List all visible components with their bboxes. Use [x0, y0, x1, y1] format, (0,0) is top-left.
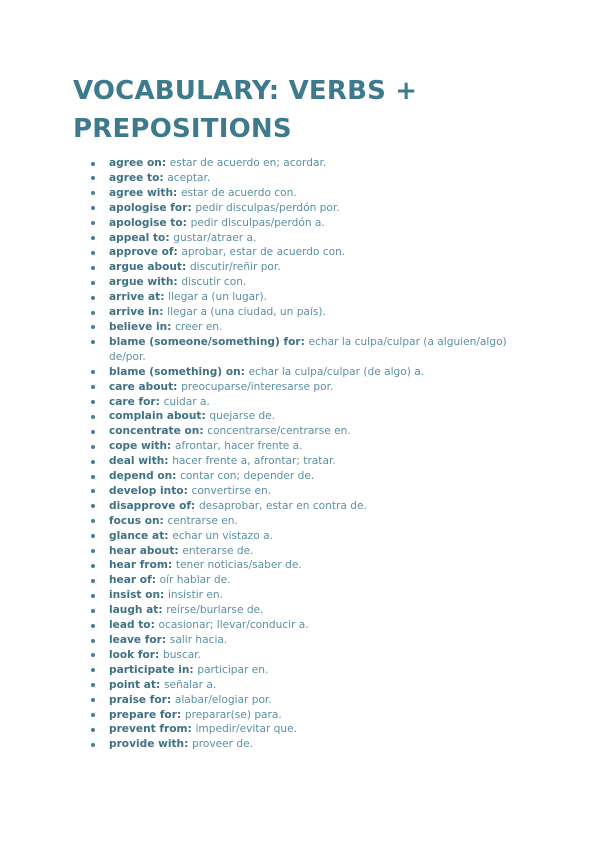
term-separator: :	[158, 604, 167, 617]
vocab-term: glance at	[109, 529, 165, 542]
vocab-definition: convertirse en.	[191, 484, 272, 497]
vocab-definition: preocuparse/interesarse por.	[181, 380, 334, 393]
term-separator: :	[150, 619, 159, 632]
vocab-term: prepare for	[109, 708, 177, 721]
term-separator: :	[172, 470, 181, 483]
list-item	[91, 171, 531, 186]
vocab-definition: estar de acuerdo en; acordar.	[169, 157, 327, 169]
vocab-definition: llegar a (un lugar).	[168, 291, 268, 304]
vocab-term: hear of	[109, 574, 152, 587]
vocab-term: praise for	[109, 693, 167, 706]
vocab-term: approve of	[109, 246, 174, 259]
vocab-term: care for	[109, 395, 156, 408]
term-separator: :	[164, 455, 173, 468]
list-item	[91, 663, 531, 678]
list-item	[91, 603, 531, 618]
list-item	[91, 544, 531, 559]
list-item	[91, 365, 531, 380]
vocab-definition: salir hacia.	[169, 634, 228, 646]
term-separator: :	[201, 410, 210, 423]
term-separator: :	[156, 678, 164, 691]
list-item	[91, 290, 531, 305]
term-separator: :	[191, 499, 199, 512]
term-separator: :	[176, 708, 185, 721]
list-item	[91, 514, 531, 529]
vocab-term: prevent from	[109, 723, 188, 736]
list-item	[91, 648, 531, 663]
vocabulary-list	[91, 156, 531, 752]
term-separator: :	[159, 306, 168, 319]
list-item	[91, 335, 531, 365]
list-item	[91, 380, 531, 395]
list-item	[91, 409, 531, 424]
vocab-definition: pedir disculpas/perdón por.	[195, 201, 340, 214]
vocab-term: apologise for	[109, 201, 188, 214]
term-separator: :	[166, 693, 175, 706]
term-separator: :	[167, 440, 175, 453]
list-item	[91, 484, 531, 499]
vocab-term: agree to	[109, 171, 160, 184]
vocab-definition: tener noticias/saber de.	[175, 559, 302, 572]
list-item	[91, 260, 531, 275]
vocab-definition: quejarse de.	[209, 410, 276, 423]
list-item	[91, 186, 531, 201]
vocab-definition: creer en.	[175, 320, 223, 333]
vocab-term: cope with	[109, 440, 168, 453]
vocab-term: provide with	[109, 738, 185, 751]
vocab-term: care about	[109, 380, 174, 393]
vocab-term: apologise to	[109, 216, 183, 229]
term-separator: :	[173, 380, 182, 393]
vocab-definition: impedir/evitar que.	[195, 723, 297, 736]
term-separator: :	[187, 723, 196, 736]
vocab-definition: aprobar, estar de acuerdo con.	[181, 246, 346, 259]
vocab-definition: llegar a (una ciudad, un país).	[167, 306, 326, 319]
vocab-term: hear from	[109, 559, 168, 572]
vocab-term: blame (someone/something) for	[109, 335, 301, 348]
vocab-term: arrive in	[109, 306, 160, 319]
vocab-term: look for	[109, 648, 156, 661]
list-item	[91, 320, 531, 335]
vocab-term: deal with	[109, 455, 165, 468]
term-separator: :	[240, 365, 249, 378]
list-item	[91, 469, 531, 484]
vocab-definition: echar la culpa/culpar (de algo) a.	[248, 365, 425, 378]
list-item	[91, 275, 531, 290]
vocab-term: develop into	[109, 484, 184, 497]
vocab-definition: concentrarse/centrarse en.	[207, 425, 351, 438]
list-item	[91, 156, 531, 171]
vocab-definition: insistir en.	[167, 589, 223, 602]
list-item	[91, 439, 531, 454]
term-separator: :	[167, 320, 176, 333]
list-item	[91, 678, 531, 693]
list-item	[91, 529, 531, 544]
term-separator: :	[199, 425, 208, 438]
list-item	[91, 633, 531, 648]
vocab-definition: pedir disculpas/perdón a.	[190, 216, 325, 229]
term-separator: :	[182, 261, 190, 274]
vocab-term: leave for	[109, 634, 162, 646]
term-separator: :	[160, 589, 168, 602]
vocab-definition: buscar.	[162, 648, 202, 661]
vocab-definition: preparar(se) para.	[184, 708, 282, 721]
vocab-term: agree on	[109, 157, 162, 169]
vocab-term: insist on	[109, 589, 160, 602]
term-separator: :	[174, 544, 183, 557]
vocab-definition: gustar/atraer a.	[173, 231, 257, 244]
vocab-term: hear about	[109, 544, 175, 557]
term-separator: :	[182, 216, 191, 229]
vocab-term: focus on	[109, 514, 160, 527]
term-separator: :	[300, 335, 309, 348]
vocab-definition: echar un vistazo a.	[172, 529, 273, 542]
list-item	[91, 708, 531, 723]
term-separator: :	[160, 291, 169, 304]
list-item	[91, 693, 531, 708]
term-separator: :	[189, 663, 198, 676]
vocab-term: argue with	[109, 276, 174, 289]
vocab-definition: afrontar, hacer frente a.	[174, 440, 303, 453]
list-item	[91, 454, 531, 469]
term-separator: :	[184, 738, 193, 751]
term-separator: :	[165, 231, 174, 244]
list-item	[91, 245, 531, 260]
vocab-term: arrive at	[109, 291, 161, 304]
vocab-term: point at	[109, 678, 156, 691]
vocab-definition: aceptar.	[167, 171, 211, 184]
term-separator: :	[159, 514, 168, 527]
list-item	[91, 216, 531, 231]
vocab-definition: ocasionar; llevar/conducir a.	[158, 619, 309, 632]
term-separator: :	[155, 395, 164, 408]
term-separator: :	[159, 171, 168, 184]
vocab-definition: echar la culpa/culpar (a alguien/algo) de/por.	[109, 335, 507, 363]
term-separator: :	[183, 484, 192, 497]
term-separator: :	[173, 186, 181, 199]
vocab-definition: centrarse en.	[167, 514, 238, 527]
vocab-term: agree with	[109, 186, 174, 199]
term-separator: :	[151, 574, 160, 587]
vocab-definition: reírse/burlarse de.	[166, 604, 264, 617]
vocab-definition: señalar a.	[163, 678, 217, 691]
vocab-term: complain about	[109, 410, 202, 423]
vocab-term: depend on	[109, 470, 173, 483]
vocab-term: argue about	[109, 261, 182, 274]
term-separator: :	[161, 634, 170, 646]
vocab-definition: cuidar a.	[163, 395, 210, 408]
term-separator: :	[167, 559, 176, 572]
list-item	[91, 305, 531, 320]
page-title: VOCABULARY: VERBS + PREPOSITIONS	[73, 76, 418, 144]
term-separator: :	[161, 157, 170, 169]
list-item	[91, 558, 531, 573]
vocab-definition: estar de acuerdo con.	[180, 186, 297, 199]
vocab-term: appeal to	[109, 231, 166, 244]
vocab-term: blame (something) on	[109, 365, 241, 378]
vocab-definition: hacer frente a, afrontar; tratar.	[172, 455, 336, 468]
list-item	[91, 201, 531, 216]
vocab-term: believe in	[109, 320, 168, 333]
list-item	[91, 588, 531, 603]
term-separator: :	[164, 529, 173, 542]
list-item	[91, 395, 531, 410]
term-separator: :	[173, 246, 182, 259]
vocab-term: lead to	[109, 619, 151, 632]
vocab-definition: proveer de.	[192, 738, 254, 751]
vocab-definition: contar con; depender de.	[180, 470, 315, 483]
vocab-definition: discutir con.	[181, 276, 247, 289]
list-item	[91, 231, 531, 246]
vocab-term: disapprove of	[109, 499, 192, 512]
vocab-definition: alabar/elogiar por.	[174, 693, 272, 706]
list-item	[91, 499, 531, 514]
vocab-term: laugh at	[109, 604, 159, 617]
term-separator: :	[187, 201, 196, 214]
vocab-definition: oír hablar de.	[159, 574, 231, 587]
list-item	[91, 618, 531, 633]
term-separator: :	[155, 648, 163, 661]
term-separator: :	[173, 276, 182, 289]
list-item	[91, 573, 531, 588]
list-item	[91, 722, 531, 737]
vocab-definition: enterarse de.	[182, 544, 254, 557]
vocab-definition: participar en.	[197, 663, 269, 676]
vocab-definition: discutir/reñir por.	[189, 261, 281, 274]
vocab-term: concentrate on	[109, 425, 200, 438]
vocab-term: participate in	[109, 663, 190, 676]
vocab-definition: desaprobar, estar en contra de.	[198, 499, 367, 512]
list-item	[91, 737, 531, 752]
list-item	[91, 424, 531, 439]
